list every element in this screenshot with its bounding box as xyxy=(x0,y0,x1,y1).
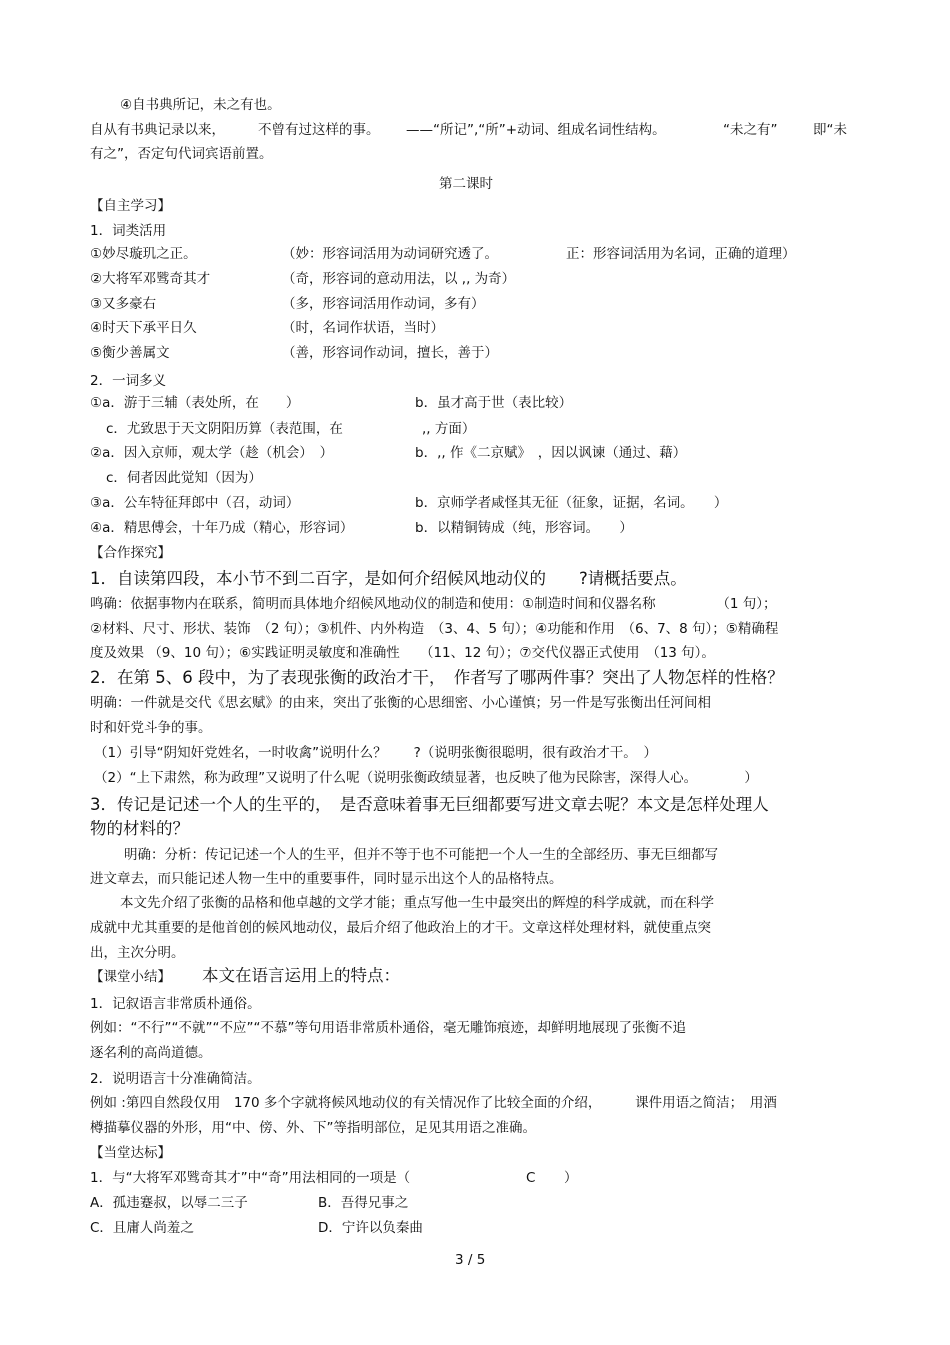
item-text: ⑤衡少善属文 xyxy=(90,345,170,361)
item-a: ④a．精思傅会，十年乃成（精心，形容词） xyxy=(90,520,354,536)
item-text: ②大将军邓骘奇其才 xyxy=(90,271,211,287)
question-2: 2．在第 5、6 段中，为了表现张衡的政治才干， 作者写了哪两件事？突出了人物怎样的性格？ xyxy=(90,668,784,687)
summary-heading-text: 本文在语言运用上的特点： xyxy=(202,966,400,985)
question-3-cont: 物的材料的？ xyxy=(90,819,189,838)
list-item xyxy=(90,420,870,438)
option-row xyxy=(90,1219,870,1237)
item-a: ②a．因入京师，观太学（趁（机会） ） xyxy=(90,445,334,461)
answer-line: 成就中尤其重要的是他首创的候风地动仪，最后介绍了他政治上的才干。文章这样处理材料，就使重点突 xyxy=(90,920,711,936)
summary-heading-line xyxy=(90,968,870,988)
answer-line: （2）“上下肃然，称为政理”又说明了什么呢（说明张衡政绩显著，也反映了他为民除害，深得人心。 ） xyxy=(94,770,758,786)
intro-line-3: 有之”，否定句代词宾语前置。 xyxy=(90,146,273,162)
item-b: b．,, 作《二京赋》 ，因以讽谏（通过、藉） xyxy=(415,445,687,461)
answer-line: 出，主次分明。 xyxy=(90,945,185,961)
list-item xyxy=(90,394,870,412)
option-d: D．宁许以负秦曲 xyxy=(318,1220,423,1236)
answer-line: 时和奸党斗争的事。 xyxy=(90,720,212,736)
list-item xyxy=(90,494,870,512)
summary-point-1: 1．记叙语言非常质朴通俗。 xyxy=(90,996,261,1012)
option-b: B．吾得兄事之 xyxy=(318,1195,409,1211)
question-text: 1．与“大将军邓骘奇其才”中“奇”用法相同的一项是（ xyxy=(90,1170,411,1186)
item-note: （时，名词作状语，当时） xyxy=(282,320,444,336)
question-1: 1．自读第四段，本小节不到二百字，是如何介绍候风地动仪的 ?请概括要点。 xyxy=(90,569,687,588)
list-item xyxy=(90,444,870,462)
explore-heading: 【合作探究】 xyxy=(90,545,171,561)
list-item xyxy=(90,319,870,337)
intro-line-2c: ——“所记”,“所”+动词、组成名词性结构。 xyxy=(406,122,666,138)
list-item xyxy=(90,245,870,263)
answer-letter: C xyxy=(526,1170,536,1186)
item-a: ③a．公车特征拜郎中（召，动词） xyxy=(90,495,300,511)
answer-line: 明确：一件就是交代《思玄赋》的由来，突出了张衡的心思细密、小心谨慎；另一件是写张衡出任河间相 xyxy=(90,695,711,711)
item-b: b．以精铜铸成（纯，形容词。 ） xyxy=(415,520,633,536)
question-close: ） xyxy=(564,1170,578,1186)
self-study-heading: 【自主学习】 xyxy=(90,198,171,214)
test-heading: 【当堂达标】 xyxy=(90,1145,171,1161)
example-line: 例如：“不行”“不就”“不应”“不慕”等句用语非常质朴通俗，毫无雕饰痕迹，却鲜明地展现了张衡不追 xyxy=(90,1020,686,1036)
item-a: ①a．游于三辅（表处所，在 ） xyxy=(90,395,300,411)
example-line: 逐名利的高尚道德。 xyxy=(90,1045,212,1061)
list-item xyxy=(90,519,870,537)
item-note: （奇，形容词的意动用法，以 ,, 为奇） xyxy=(282,271,516,287)
list-item xyxy=(90,295,870,313)
item-b: b．京师学者咸怪其无征（征象，证据，名词。 ） xyxy=(415,495,728,511)
page-number: 3 / 5 xyxy=(455,1252,486,1268)
answer-line: 鸣确：依据事物内在联系，简明而具体地介绍候风地动仪的制造和使用：①制造时间和仪器名称 （1 句）； xyxy=(90,596,777,612)
item-a: c．伺者因此觉知（因为） xyxy=(106,470,262,486)
example-line: 樽描摹仪器的外形，用“中、傍、外、下”等指明部位，足见其用语之准确。 xyxy=(90,1120,536,1136)
item-b: ,, 方面） xyxy=(422,421,476,437)
answer-line: （1）引导“阴知奸党姓名，一时收禽”说明什么？ ?（说明张衡很聪明，很有政治才干。 ） xyxy=(94,745,657,761)
summary-point-2: 2．说明语言十分准确简洁。 xyxy=(90,1071,261,1087)
list-item xyxy=(90,469,870,487)
item-text: ④时天下承平日久 xyxy=(90,320,197,336)
question-3: 3．传记是记述一个人的生平的， 是否意味着事无巨细都要写进文章去呢？本文是怎样处理人 xyxy=(90,795,769,814)
summary-heading: 【课堂小结】 xyxy=(90,969,171,985)
list-item xyxy=(90,344,870,362)
answer-line: 本文先介绍了张衡的品格和他卓越的文学才能；重点写他一生中最突出的辉煌的科学成就，而在科学 xyxy=(120,895,714,911)
item-b: b．虽才高于世（表比较） xyxy=(415,395,573,411)
item-note-2: 正：形容词活用为名词，正确的道理） xyxy=(566,246,796,262)
intro-line-2a: 自从有书典记录以来， xyxy=(90,122,225,138)
item-note: （妙：形容词活用为动词研究透了。 xyxy=(282,246,498,262)
intro-line-1: ④自书典所记，未之有也。 xyxy=(120,97,281,113)
item-text: ①妙尽璇玑之正。 xyxy=(90,246,197,262)
answer-line: ②材料、尺寸、形状、装饰 （2 句）；③机件、内外构造 （3、4、5 句）；④功能和作用 （6、7、8 句）；⑤精确程 xyxy=(90,621,779,637)
option-c: C．且庸人尚羞之 xyxy=(90,1220,194,1236)
intro-line-2d: “未之有” xyxy=(723,122,778,138)
intro-line-2b: 不曾有过这样的事。 xyxy=(258,122,380,138)
section-heading: 2．一词多义 xyxy=(90,373,167,389)
example-line: 例如 :第四自然段仅用 170 多个字就将候风地动仪的有关情况作了比较全面的介绍， 课件用语之简洁； 用酒 xyxy=(90,1095,777,1111)
item-note: （多，形容词活用作动词，多有） xyxy=(282,296,485,312)
lesson-title: 第二课时 xyxy=(439,176,493,192)
test-question-1 xyxy=(90,1169,870,1187)
option-a: A．孤违蹇叔，以辱二三子 xyxy=(90,1195,248,1211)
answer-line: 进文章去，而只能记述人物一生中的重要事件，同时显示出这个人的品格特点。 xyxy=(90,871,563,887)
section-heading: 1．词类活用 xyxy=(90,223,167,239)
list-item xyxy=(90,270,870,288)
item-a: c．尤致思于天文阴阳历算（表范围，在 xyxy=(106,421,343,437)
intro-line-2e: 即“未 xyxy=(813,122,847,138)
answer-line: 度及效果 （9、10 句）；⑥实践证明灵敏度和准确性 （11、12 句）；⑦交代仪器正式使用 （13 句）。 xyxy=(90,645,715,661)
item-note: （善，形容词作动词，擅长，善于） xyxy=(282,345,498,361)
item-text: ③又多豪右 xyxy=(90,296,157,312)
intro-line-2 xyxy=(90,121,870,139)
answer-line: 明确：分析：传记记述一个人的生平，但并不等于也不可能把一个人一生的全部经历、事无巨细都写 xyxy=(124,847,718,863)
option-row xyxy=(90,1194,870,1212)
